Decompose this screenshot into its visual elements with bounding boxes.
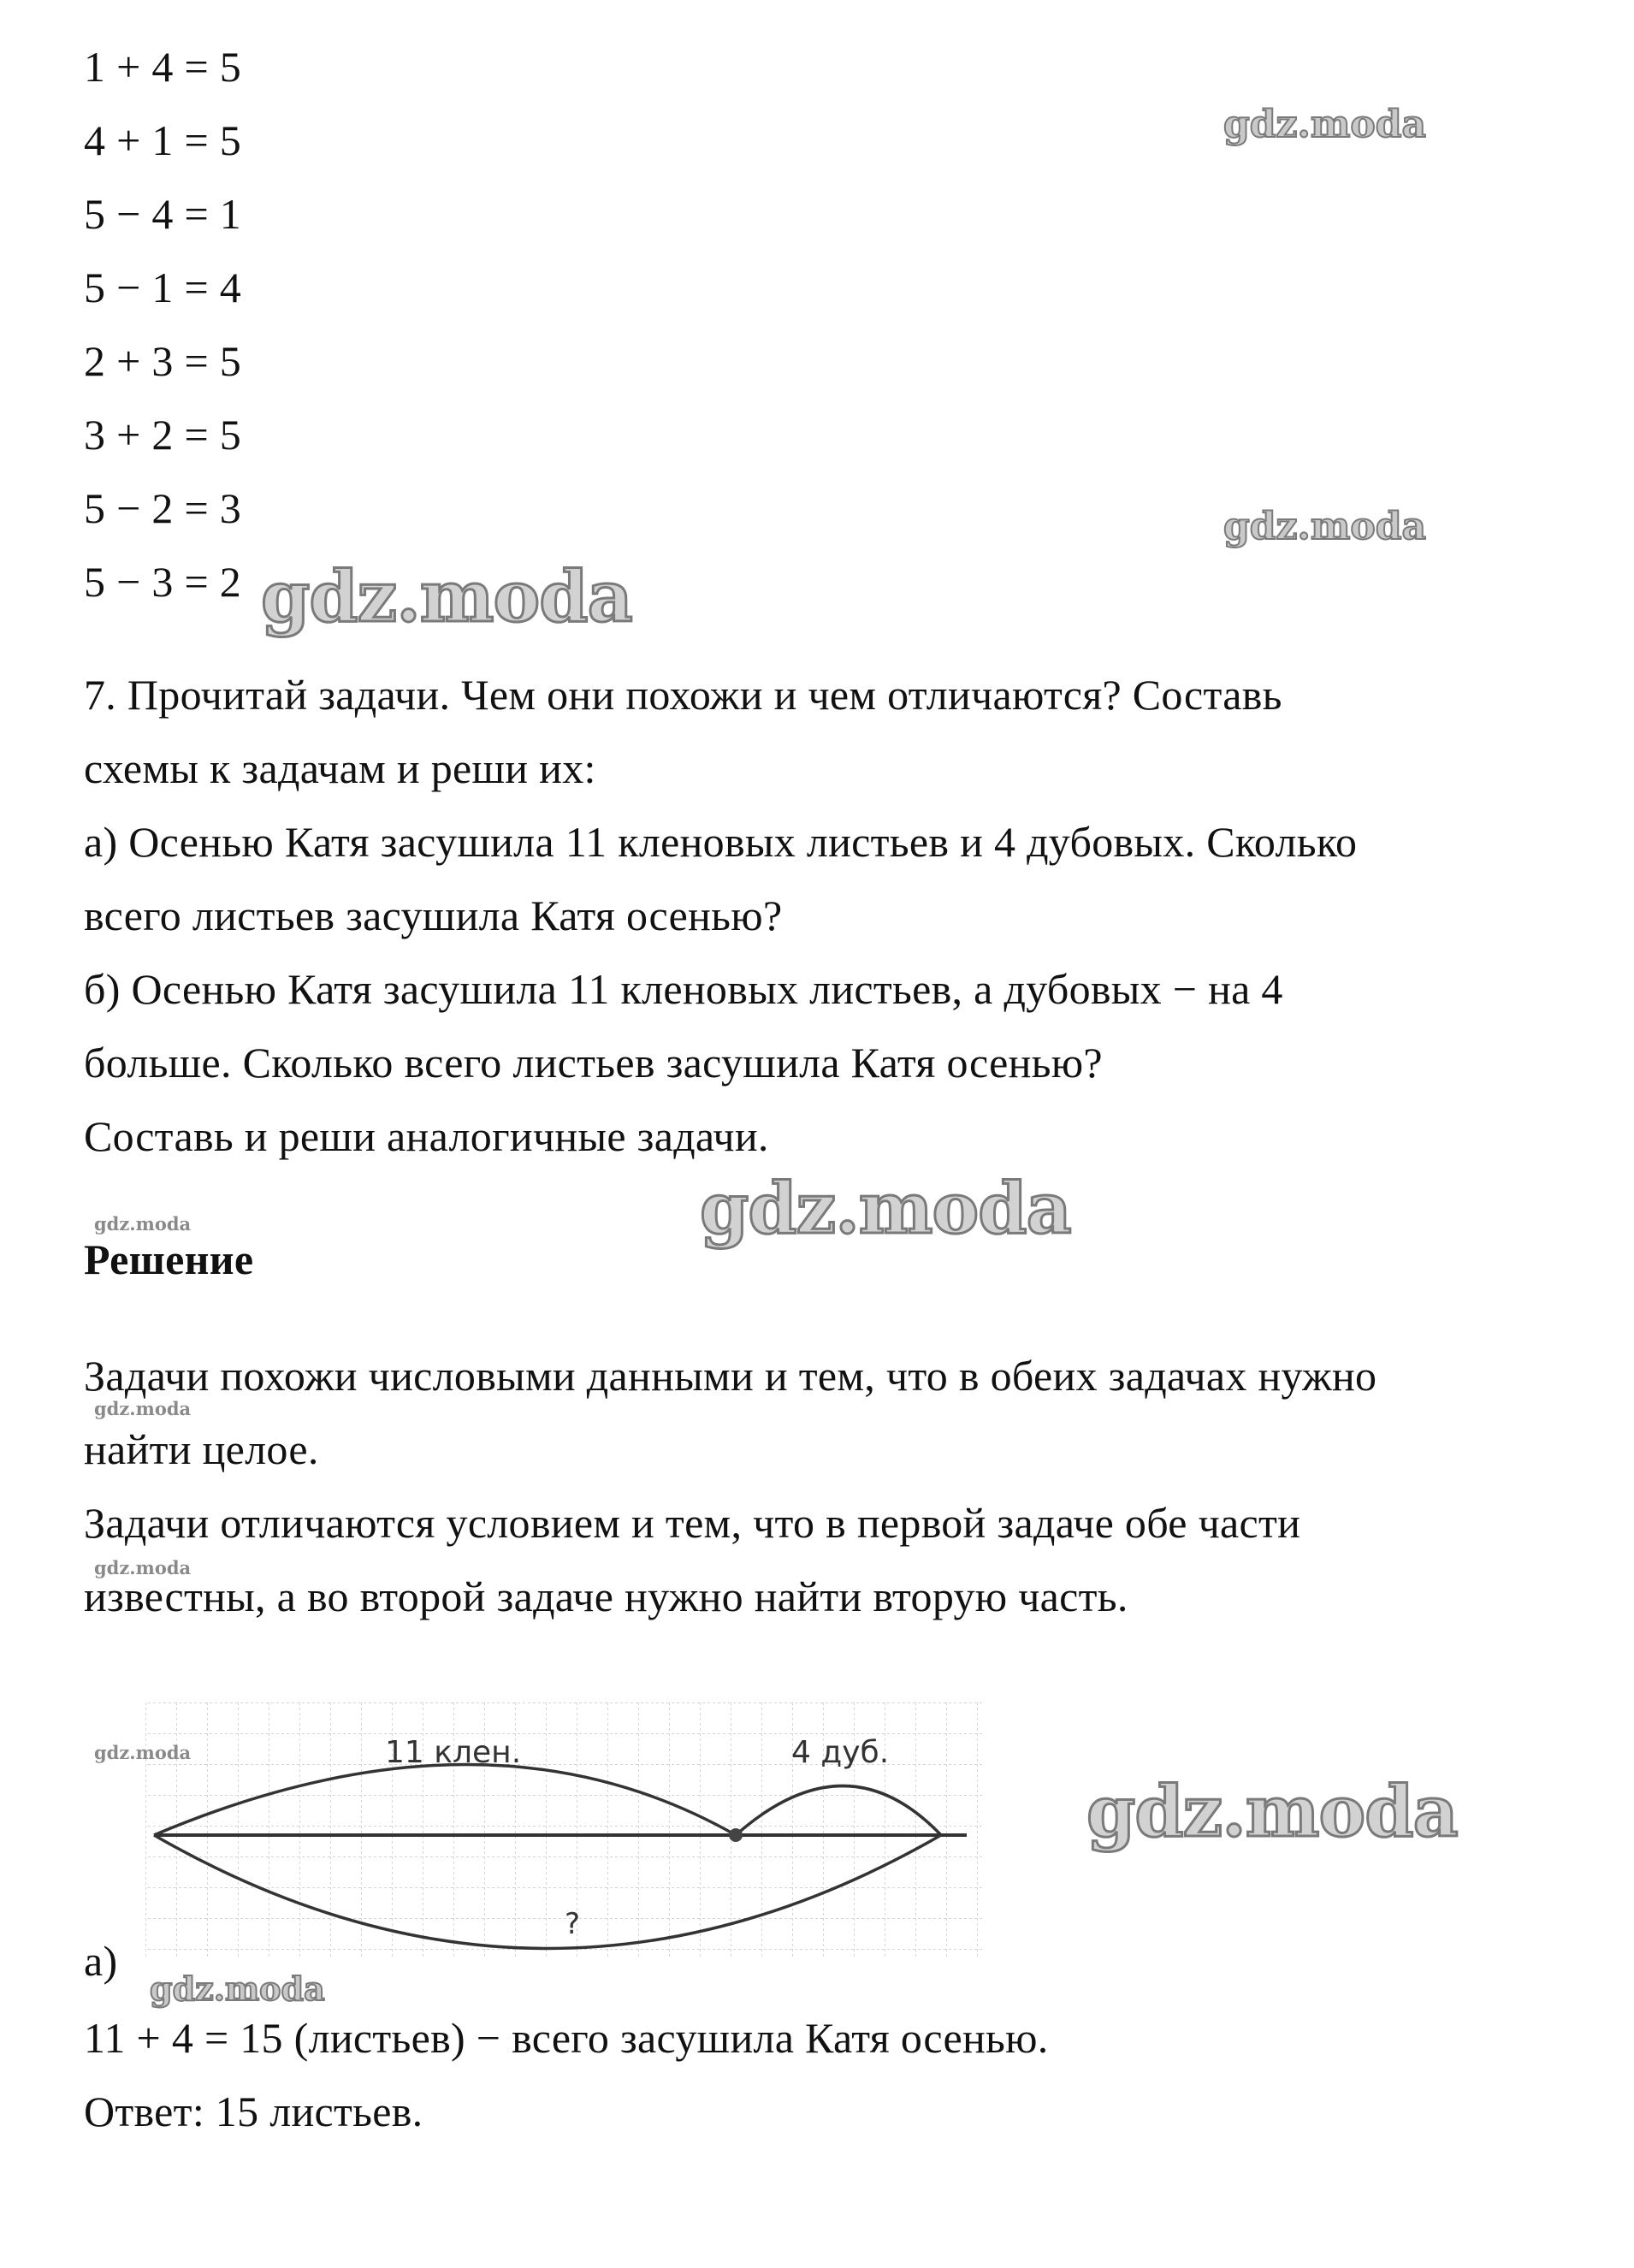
watermark: gdz.moda (94, 1557, 192, 1578)
part1-label: 11 клен. (385, 1735, 522, 1770)
equation: 5 − 3 = 2 (84, 558, 242, 606)
watermark: gdz.moda (1223, 103, 1427, 146)
solution-paragraph-line: Задачи похожи числовыми данными и тем, что в обеих задачах нужно (84, 1352, 1377, 1400)
task-line: а) Осенью Катя засушила 11 кленовых листьев и 4 дубовых. Сколько (84, 818, 1358, 866)
watermark: gdz.moda (94, 1398, 192, 1419)
watermark: gdz.moda (1223, 505, 1427, 548)
solution-paragraph-line: известны, а во второй задаче нужно найти вторую часть. (84, 1572, 1128, 1620)
solution-paragraph-line: найти целое. (84, 1425, 319, 1473)
watermark: gdz.moda (150, 1969, 325, 2008)
equation: 5 − 4 = 1 (84, 190, 242, 238)
part-a-label: а) (84, 1937, 118, 1985)
task-line: б) Осенью Катя засушила 11 кленовых листьев, а дубовых − на 4 (84, 965, 1283, 1013)
solution-paragraph-line: Задачи отличаются условием и тем, что в первой задаче обе части (84, 1499, 1301, 1547)
watermark: gdz.moda (94, 1742, 192, 1763)
watermark: gdz.moda (94, 1213, 192, 1235)
equation: 2 + 3 = 5 (84, 337, 242, 385)
whole-label: ? (565, 1907, 581, 1941)
task-line: схемы к задачам и реши их: (84, 744, 596, 792)
solution-heading: Решение (84, 1235, 254, 1283)
answer: Ответ: 15 листьев. (84, 2087, 423, 2135)
task-line: больше. Сколько всего листьев засушила Катя осенью? (84, 1039, 1103, 1087)
equation: 1 + 4 = 5 (84, 43, 242, 91)
equation: 5 − 1 = 4 (84, 264, 242, 311)
equation: 5 − 2 = 3 (84, 484, 242, 532)
watermark: gdz.moda (1086, 1771, 1458, 1853)
watermark: gdz.moda (700, 1168, 1071, 1250)
task-line: Составь и реши аналогичные задачи. (84, 1112, 769, 1160)
watermark: gdz.moda (261, 556, 632, 638)
task-line: 7. Прочитай задачи. Чем они похожи и чем отличаются? Составь (84, 671, 1282, 719)
task-line: всего листьев засушила Катя осенью? (84, 891, 783, 939)
split-point (729, 1828, 743, 1842)
scheme-diagram (145, 1702, 984, 1959)
equation: 4 + 1 = 5 (84, 116, 242, 164)
part2-label: 4 дуб. (791, 1735, 890, 1770)
equation: 3 + 2 = 5 (84, 411, 242, 459)
calculation: 11 + 4 = 15 (листьев) − всего засушила Катя осенью. (84, 2014, 1049, 2062)
